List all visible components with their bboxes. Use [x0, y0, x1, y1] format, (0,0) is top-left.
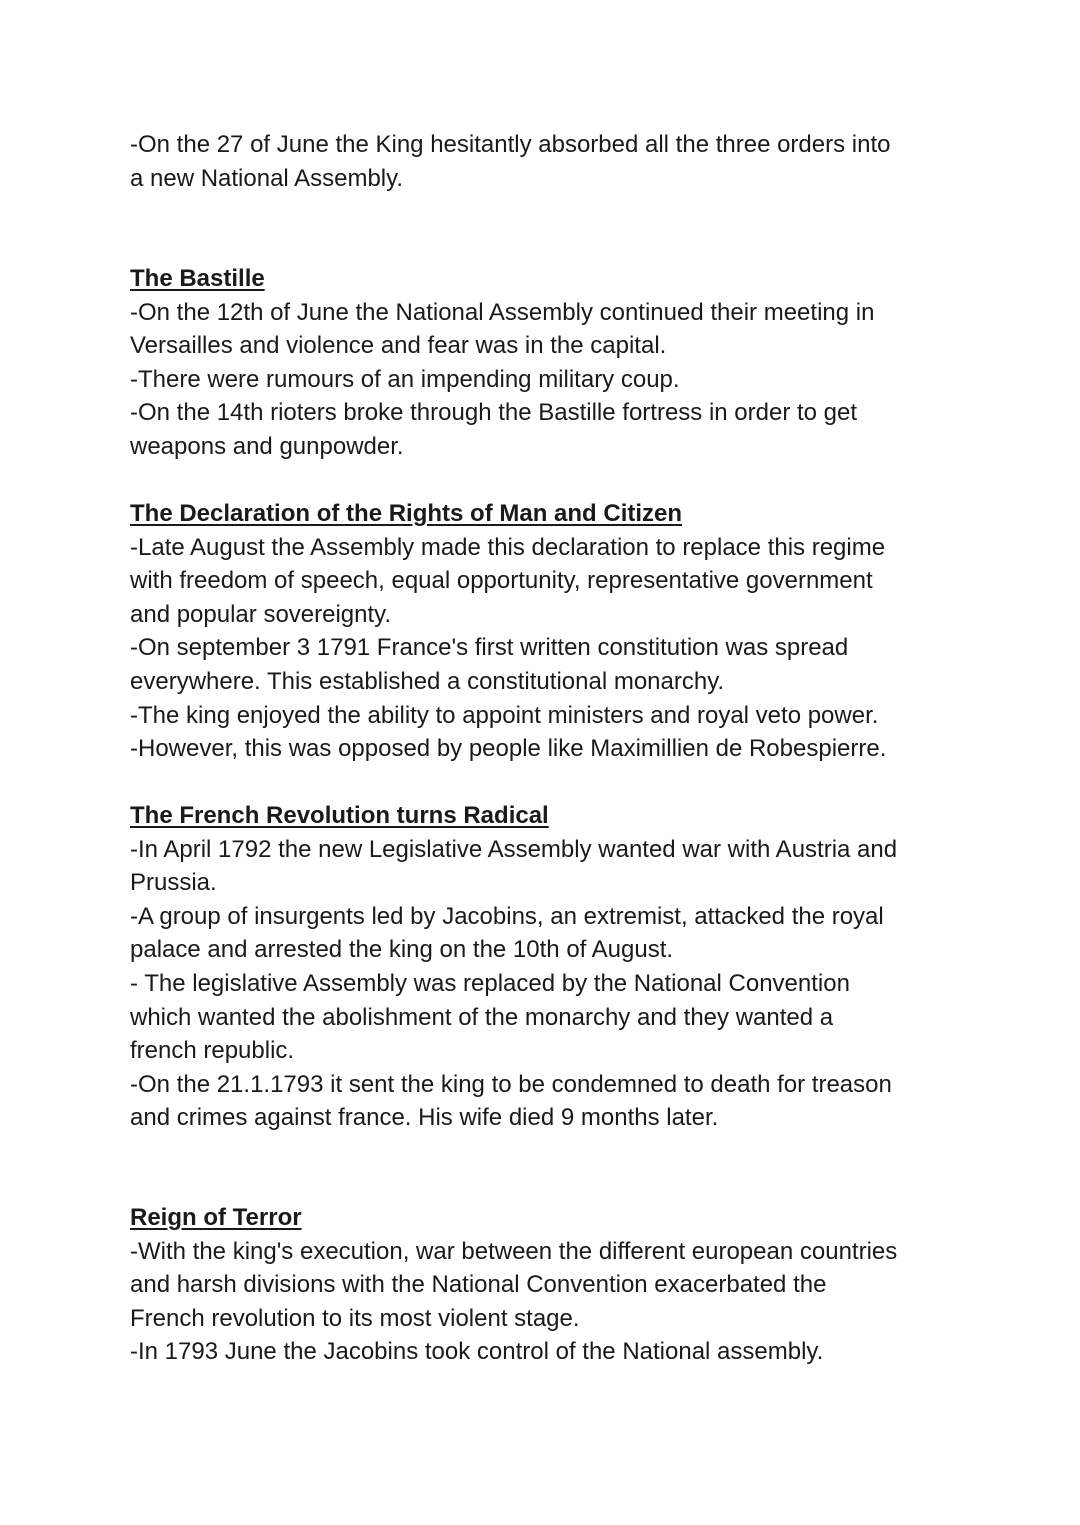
text-line: -However, this was opposed by people like Maximillien de Robespierre.: [130, 735, 887, 763]
section-declaration: [130, 497, 960, 766]
text-line: - The legislative Assembly was replaced by the National Convention: [130, 969, 850, 997]
text-line: -On the 12th of June the National Assembly continued their meeting in: [130, 298, 875, 326]
text-line: and crimes against france. His wife died 9 months later.: [130, 1104, 719, 1132]
section-radical: [130, 799, 960, 1135]
text-line: -In 1793 June the Jacobins took control of the National assembly.: [130, 1338, 824, 1366]
text-line: -Late August the Assembly made this declaration to replace this regime: [130, 533, 886, 561]
text-line: which wanted the abolishment of the monarchy and they wanted a: [130, 1003, 834, 1031]
section-heading: The Declaration of the Rights of Man and Citizen: [130, 500, 683, 527]
text-line: and popular sovereignty.: [130, 600, 392, 628]
section-body: [130, 1235, 960, 1369]
text-line: -On the 21.1.1793 it sent the king to be condemned to death for treason: [130, 1070, 892, 1098]
text-line: with freedom of speech, equal opportunity, representative government: [130, 567, 873, 595]
text-line: Versailles and violence and fear was in the capital.: [130, 332, 667, 360]
text-line: -A group of insurgents led by Jacobins, an extremist, attacked the royal: [130, 902, 884, 930]
text-line: a new National Assembly.: [130, 164, 404, 192]
section-heading: Reign of Terror: [130, 1204, 302, 1231]
intro-paragraph: [130, 128, 960, 195]
section-body: [130, 833, 960, 1135]
section-reign-of-terror: [130, 1201, 960, 1369]
section-bastille: [130, 262, 960, 464]
text-line: and harsh divisions with the National Convention exacerbated the: [130, 1271, 827, 1299]
section-body: [130, 296, 960, 464]
section-heading: The Bastille: [130, 265, 265, 292]
text-line: palace and arrested the king on the 10th of August.: [130, 936, 674, 964]
text-line: French revolution to its most violent stage.: [130, 1304, 580, 1332]
text-line: -With the king's execution, war between the different european countries: [130, 1237, 898, 1265]
text-line: -On september 3 1791 France's first written constitution was spread: [130, 634, 849, 662]
section-heading: The French Revolution turns Radical: [130, 802, 549, 829]
text-line: -The king enjoyed the ability to appoint ministers and royal veto power.: [130, 701, 879, 729]
text-line: -There were rumours of an impending military coup.: [130, 365, 680, 393]
text-line: french republic.: [130, 1037, 295, 1065]
intro-text: [130, 128, 960, 195]
text-line: Prussia.: [130, 869, 217, 897]
text-line: -On the 27 of June the King hesitantly absorbed all the three orders into: [130, 131, 891, 158]
text-line: weapons and gunpowder.: [130, 432, 404, 460]
section-body: [130, 531, 960, 766]
text-line: -On the 14th rioters broke through the Bastille fortress in order to get: [130, 399, 858, 427]
text-line: everywhere. This established a constitutional monarchy.: [130, 667, 725, 695]
text-line: -In April 1792 the new Legislative Assembly wanted war with Austria and: [130, 835, 898, 863]
